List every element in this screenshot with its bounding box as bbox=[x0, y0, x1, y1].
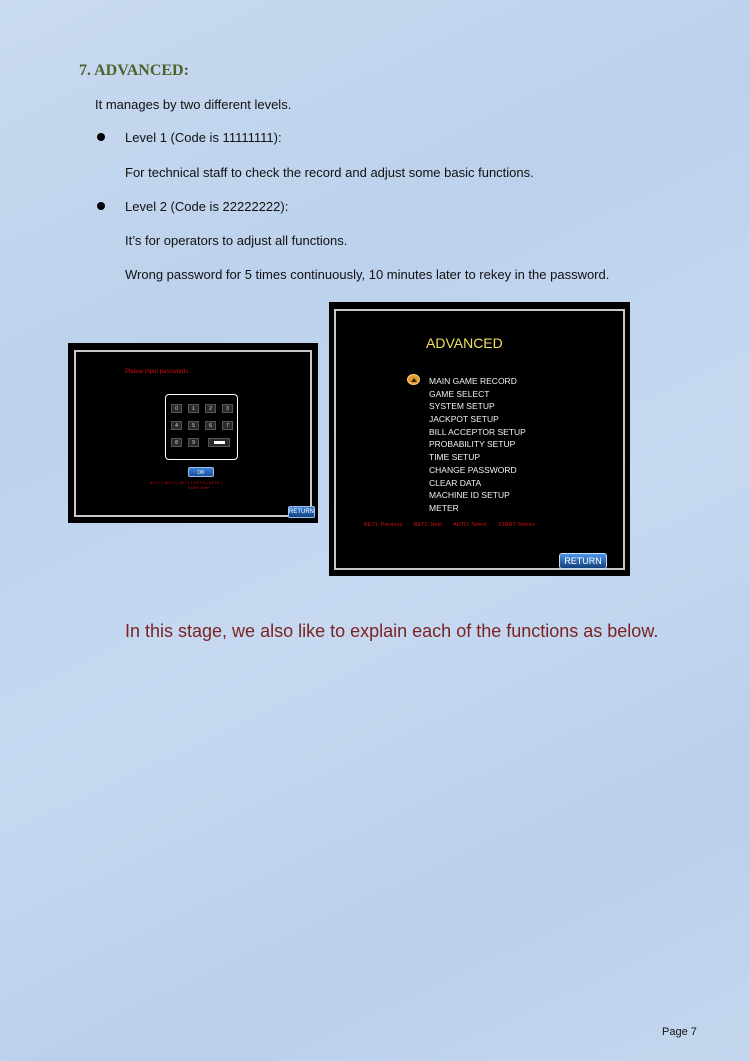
keypad bbox=[165, 394, 238, 460]
password-warning: Wrong password for 5 times continuously, 10 minutes later to rekey in the password. bbox=[125, 267, 610, 282]
menu-item-main-game-record[interactable]: MAIN GAME RECORD bbox=[429, 376, 517, 386]
advanced-menu bbox=[429, 375, 526, 515]
button-hint-line: BET1:1 BET2:1 BET3:1 BET4:1 BET5:1 bbox=[150, 481, 223, 485]
key-0[interactable]: 0 bbox=[171, 404, 182, 413]
menu-item-clear-data[interactable]: CLEAR DATA bbox=[429, 477, 482, 488]
return-button[interactable]: RETURN bbox=[559, 553, 607, 569]
level-2-label: Level 2 (Code is 22222222): bbox=[125, 199, 289, 214]
enter-hint: START: Enter bbox=[188, 486, 210, 490]
key-8[interactable]: 8 bbox=[171, 438, 182, 447]
menu-item-system-setup[interactable]: SYSTEM SETUP bbox=[429, 401, 495, 412]
bullet-dot bbox=[97, 202, 105, 210]
key-6[interactable]: 6 bbox=[205, 421, 216, 430]
control-hints bbox=[364, 522, 545, 528]
level-2-description: It’s for operators to adjust all functions. bbox=[125, 233, 348, 248]
level-1-label: Level 1 (Code is 11111111): bbox=[125, 130, 282, 145]
return-button[interactable]: RETURN bbox=[288, 506, 315, 518]
key-3[interactable]: 3 bbox=[222, 404, 233, 413]
menu-item-machine-id-setup[interactable]: MACHINE ID SETUP bbox=[429, 490, 510, 501]
hint-return: START: Return bbox=[498, 522, 535, 528]
intro-text: It manages by two different levels. bbox=[95, 97, 292, 112]
hint-previous: BET1: Previous bbox=[364, 522, 403, 528]
menu-item-change-password[interactable]: CHANGE PASSWORD bbox=[429, 464, 517, 475]
menu-item-bill-acceptor-setup[interactable]: BILL ACCEPTOR SETUP bbox=[429, 426, 526, 437]
password-screen-frame bbox=[74, 350, 312, 517]
menu-item-probability-setup[interactable]: PROBABILITY SETUP bbox=[429, 439, 516, 450]
level-1-description: For technical staff to check the record and adjust some basic functions. bbox=[125, 165, 534, 180]
hint-next: BET2: Next bbox=[413, 522, 442, 528]
key-4[interactable]: 4 bbox=[171, 421, 182, 430]
key-2[interactable]: 2 bbox=[205, 404, 216, 413]
menu-item-game-select[interactable]: GAME SELECT bbox=[429, 388, 490, 399]
key-1[interactable]: 1 bbox=[188, 404, 199, 413]
menu-item-meter[interactable]: METER bbox=[429, 502, 459, 513]
key-5[interactable]: 5 bbox=[188, 421, 199, 430]
section-heading: 7. ADVANCED: bbox=[79, 62, 189, 79]
menu-item-jackpot-setup[interactable]: JACKPOT SETUP bbox=[429, 414, 499, 425]
advanced-menu-screenshot bbox=[329, 302, 630, 576]
key-7[interactable]: 7 bbox=[222, 421, 233, 430]
advanced-title: ADVANCED bbox=[426, 335, 503, 351]
closing-text: In this stage, we also like to explain each of the functions as below. bbox=[125, 621, 659, 641]
bullet-dot bbox=[97, 133, 105, 141]
backspace-icon[interactable] bbox=[208, 438, 230, 447]
hint-select: AUTO: Select bbox=[453, 522, 487, 528]
selection-cursor-icon bbox=[407, 374, 420, 385]
password-screenshot bbox=[68, 343, 318, 523]
menu-item-time-setup[interactable]: TIME SETUP bbox=[429, 452, 481, 463]
key-9[interactable]: 9 bbox=[188, 438, 199, 447]
advanced-screen-frame bbox=[334, 309, 625, 570]
page-number: Page 7 bbox=[662, 1026, 697, 1038]
ok-button[interactable]: OK bbox=[188, 467, 214, 477]
password-prompt: Please input passwords. bbox=[125, 369, 191, 375]
